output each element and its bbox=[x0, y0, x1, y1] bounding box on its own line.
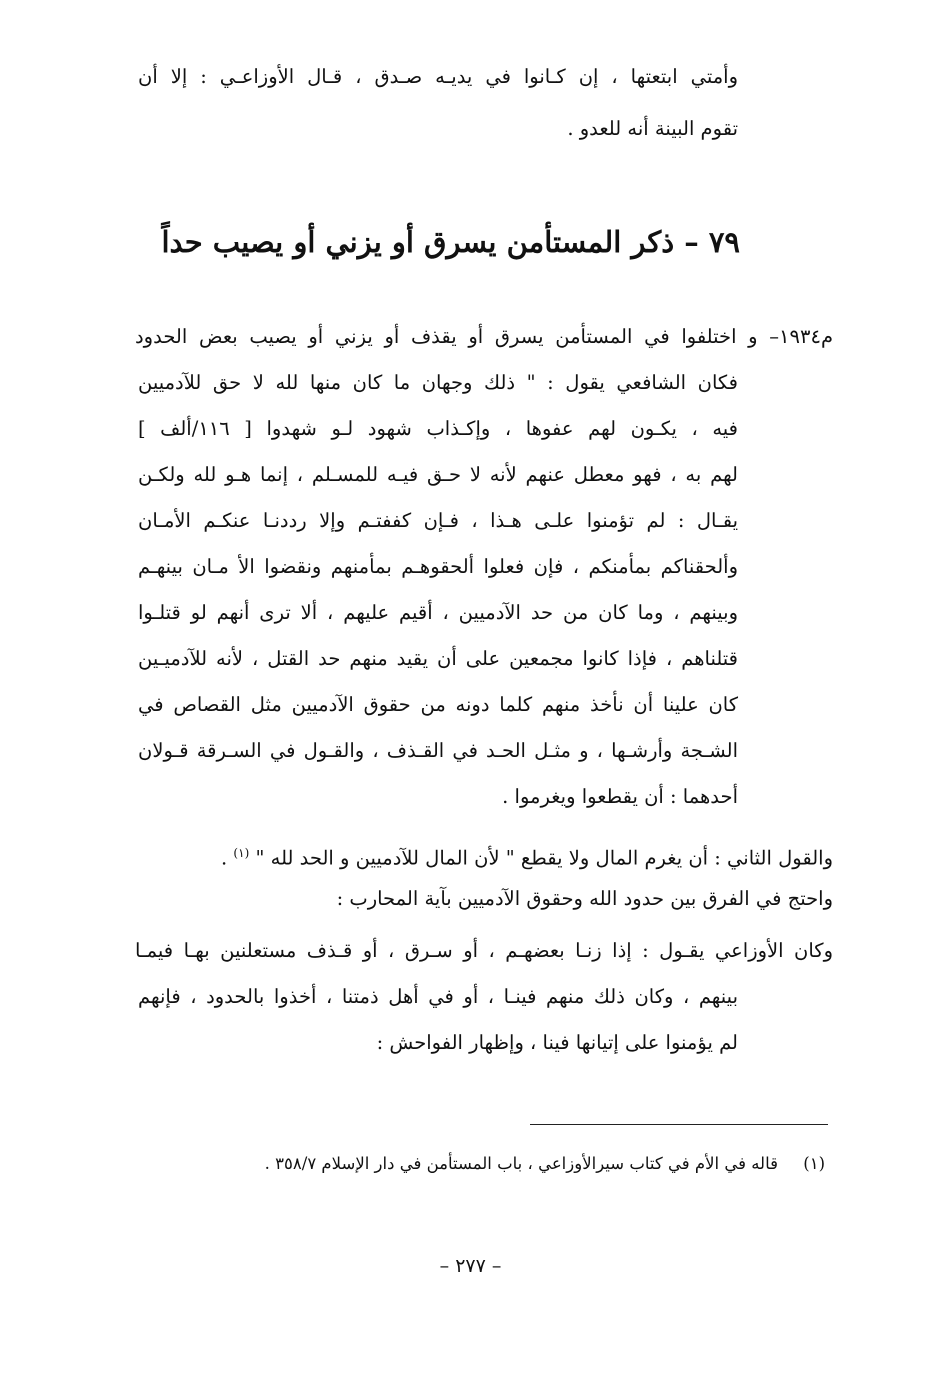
top-paragraph-line-1: وأمتي ابتعتها ، إن كـانوا في يديـه صـدق ، قـال الأوزاعـي : إلا أن bbox=[138, 65, 738, 88]
section-text-line-1: و اختلفوا في المستأمن يسرق أو يقذف أو يزني أو يصيب بعض الحدود bbox=[135, 325, 758, 348]
section-line-8: قتلناهم ، فإذا كانوا مجمعين على أن يقيد منهم حد القتل ، لأنه للآدميـين bbox=[138, 647, 738, 670]
argument-line: واحتج في الفرق بين حدود الله وحقوق الآدميين بآية المحارب : bbox=[336, 887, 833, 910]
awzai-line-1: وكان الأوزاعي يقـول : إذا زنـا بعضهـم ، أو سـرق ، أو قـذف مستعلنين بهـا فيمـا bbox=[135, 939, 833, 962]
section-line-7: وبينهم ، وما كان من حد الآدميين ، أقيم عليهم ، ألا ترى أنهم لو قتلـوا bbox=[138, 601, 738, 624]
section-line-9: كان علينا أن نأخذ منهم كلما دونه من حقوق الآدميين مثل القصاص في bbox=[138, 693, 738, 716]
top-paragraph-line-2: تقوم البينة أنه للعدو . bbox=[567, 117, 738, 140]
second-saying-line bbox=[135, 838, 833, 874]
footnote-number: (١) bbox=[803, 1154, 825, 1173]
second-saying-end: . bbox=[221, 846, 228, 870]
section-number: م١٩٣٤– bbox=[769, 325, 834, 348]
page-number: – ٢٧٧ – bbox=[439, 1255, 502, 1277]
chapter-heading: ٧٩ – ذكر المستأمن يسرق أو يزني أو يصيب حداً bbox=[161, 225, 740, 259]
section-line-10: الشـجة وأرشـها ، و مثـل الحـد في القـذف ، والقـول في السـرقة قـولان bbox=[138, 739, 738, 762]
section-line-6: وألحقناكم بمأمنكم ، فإن فعلوا ألحقوهـم بمأمنهم ونقضوا الأ مـان بينهـم bbox=[138, 555, 738, 578]
section-line-11: أحدهما : أن يقطعوا ويغرموا . bbox=[502, 785, 738, 808]
awzai-line-2: بينهم ، وكان ذلك منهم فينـا ، أو في أهل ذمتنا ، أخذوا بالحدود ، فإنهم bbox=[138, 985, 738, 1008]
footnote bbox=[265, 1151, 825, 1177]
footnote-marker: (١) bbox=[233, 846, 250, 860]
section-line-3: فيه ، يكـون لهم عفوها ، وإكـذاب شهود لـو شهدوا [ ١١٦/ألف ] bbox=[138, 417, 739, 440]
second-saying-text: والقول الثاني : أن يغرم المال ولا يقطع " لأن المال للآدميين و الحد لله " bbox=[255, 846, 833, 870]
footnote-separator bbox=[530, 1124, 828, 1125]
section-line-1 bbox=[135, 322, 833, 352]
awzai-line-3: لم يؤمنوا على إتيانها فينا ، وإظهار الفواحش : bbox=[376, 1031, 738, 1054]
footnote-text: قاله في الأم في كتاب سيرالأوزاعي ، باب المستأمن في دار الإسلام ٣٥٨/٧ . bbox=[264, 1154, 778, 1173]
section-line-2: فكان الشافعي يقول : " ذلك وجهان ما كان منها لله لا حق للآدميين bbox=[138, 371, 738, 394]
section-line-5: يقـال : لم تؤمنوا علـى هـذا ، فـإن كففتـم وإلا رددنـا عنكـم الأمـان bbox=[138, 509, 738, 532]
section-line-4: لهم به ، فهو معطل عنهم لأنه لا حـق فيـه للمسـلم ، إنما هـو لله ولكـن bbox=[138, 463, 738, 486]
